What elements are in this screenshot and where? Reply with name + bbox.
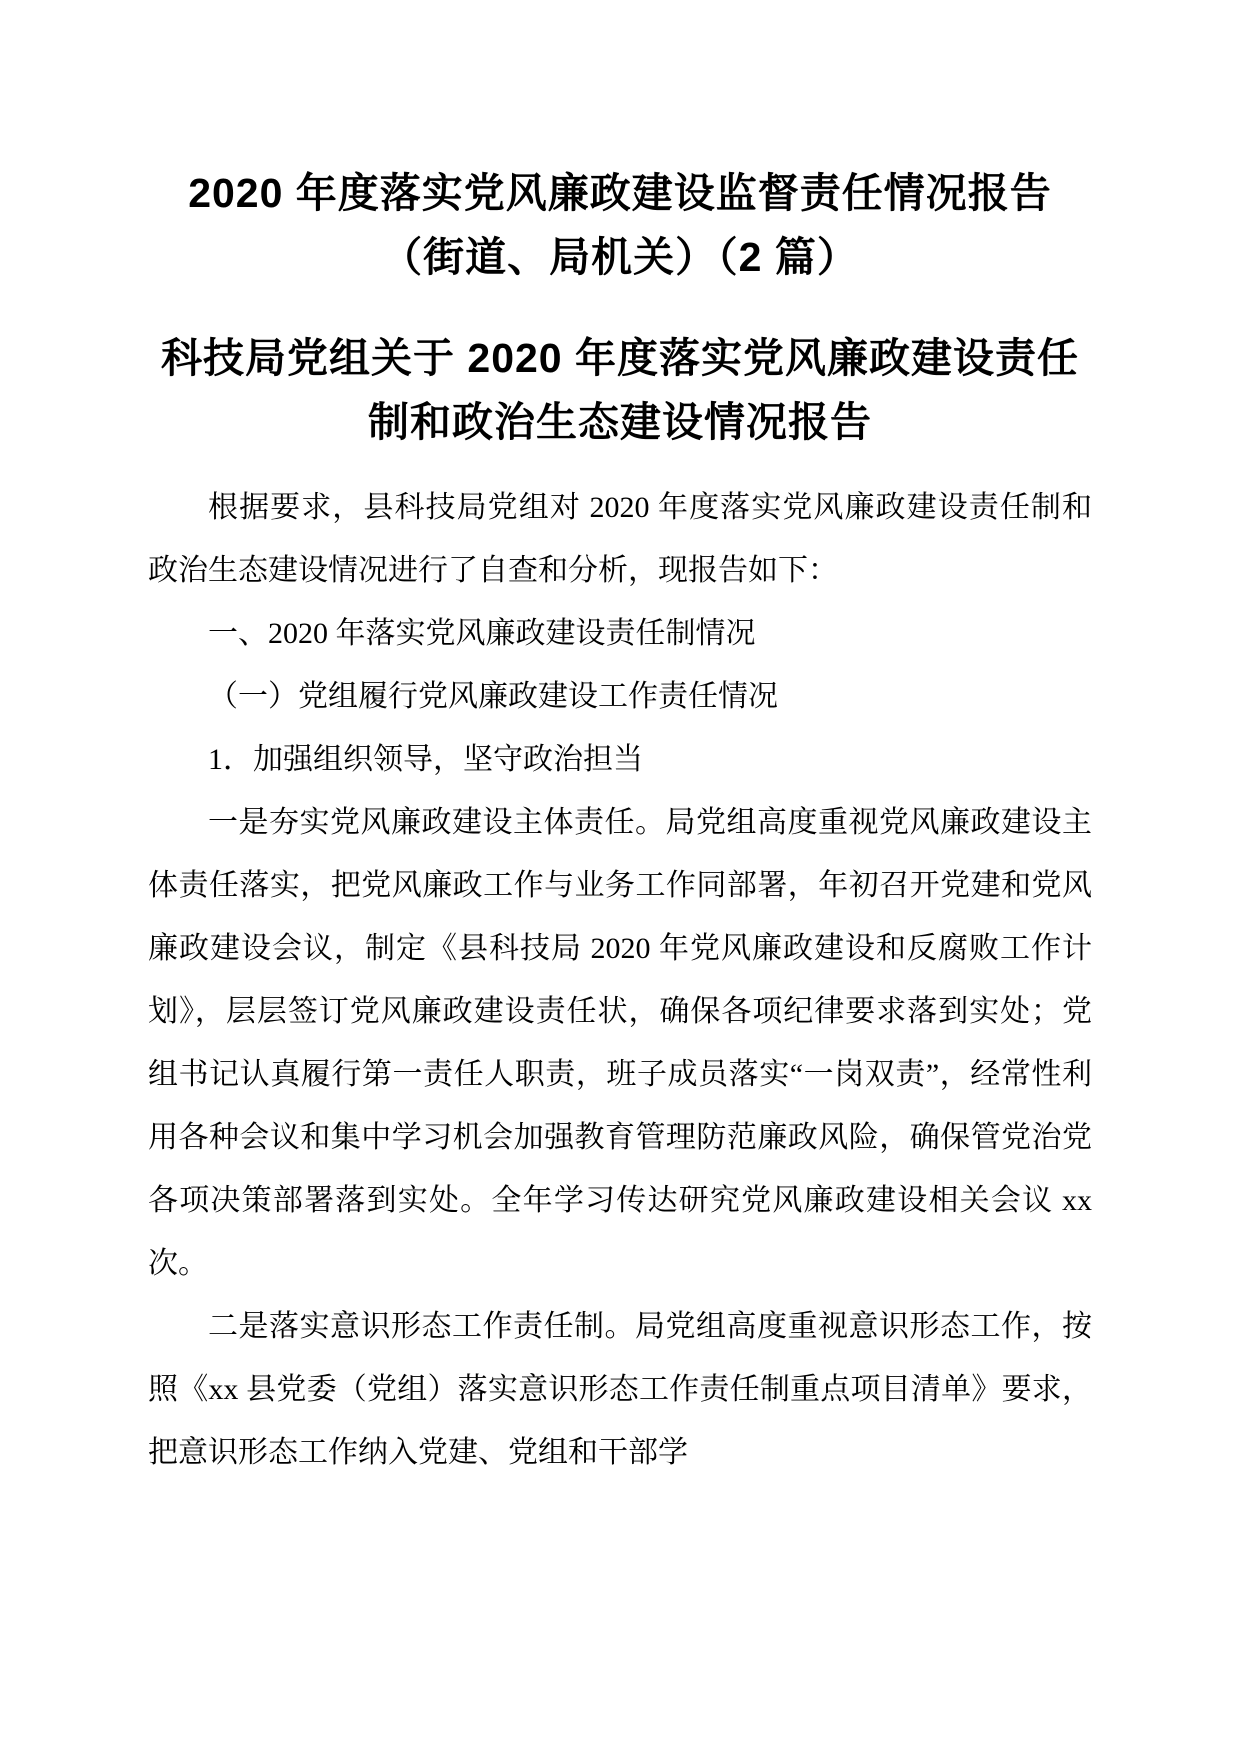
- paragraph-body: 一是夯实党风廉政建设主体责任。局党组高度重视党风廉政建设主体责任落实，把党风廉政工作与业务工作同部署，年初召开党建和党风廉政建设会议，制定《县科技局 2020 年党风廉政建设和反腐败工作计划》，层层签订党风廉政建设责任状，确保各项纪律要求落到实处；党组书记认真履行第一责任人职责，班子成员落实“一岗双责”，经常性利用各种会议和集中学习机会加强教育管理防范廉政风险，确保管党治党各项决策部署落到实处。全年学习传达研究党风廉政建设相关会议 xx 次。: [148, 806, 1092, 1281]
- document-subtitle: 科技局党组关于 2020 年度落实党风廉政建设责任制和政治生态建设情况报告: [161, 335, 1079, 445]
- paragraph-body: 二是落实意识形态工作责任制。局党组高度重视意识形态工作，按照《xx 县党委（党组）落实意识形态工作责任制重点项目清单》要求，把意识形态工作纳入党建、党组和干部学: [148, 1310, 1092, 1470]
- paragraph-heading-level-2: （一）党组履行党风廉政建设工作责任情况: [208, 680, 778, 714]
- document-title: 2020 年度落实党风廉政建设监督责任情况报告（街道、局机关）（2 篇）: [188, 170, 1052, 280]
- paragraph-heading-level-3: 1．加强组织领导，坚守政治担当: [208, 743, 643, 777]
- paragraph-body: 根据要求，县科技局党组对 2020 年度落实党风廉政建设责任制和政治生态建设情况进行了自查和分析，现报告如下：: [148, 491, 1092, 588]
- paragraph-heading-level-1: 一、2020 年落实党风廉政建设责任制情况: [208, 617, 756, 651]
- document-body: [148, 476, 1092, 1484]
